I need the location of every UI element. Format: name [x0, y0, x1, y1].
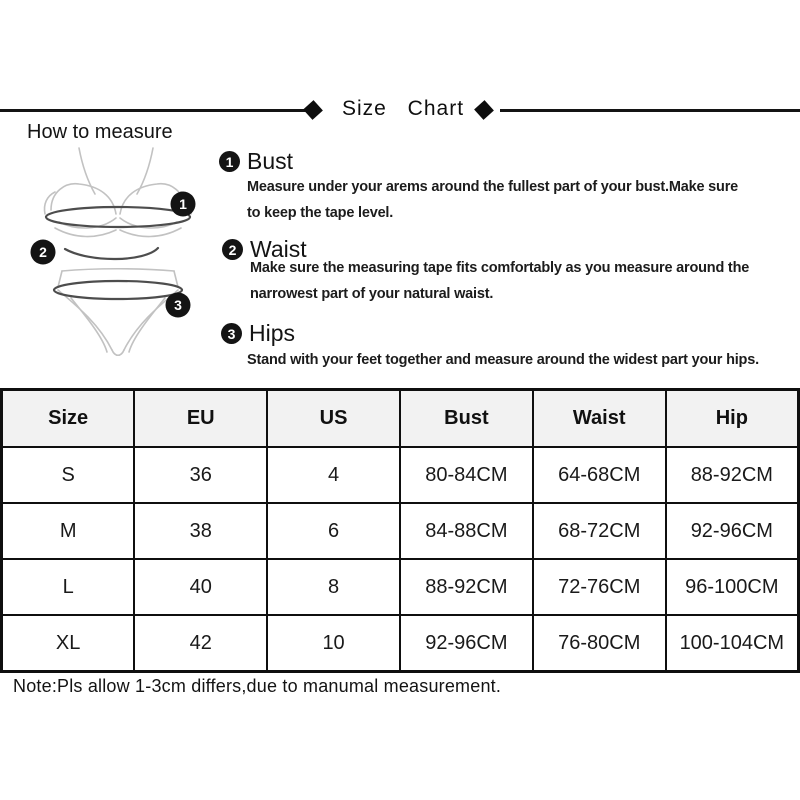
col-header-hip: Hip — [666, 390, 799, 448]
cell-waist: 68-72CM — [533, 503, 666, 559]
bust-title: Bust — [247, 148, 294, 174]
cell-us: 6 — [267, 503, 400, 559]
marker-2-label: 2 — [39, 244, 47, 260]
measuring-tape-lines — [46, 207, 190, 299]
cell-size: L — [2, 559, 135, 615]
size-table — [0, 388, 800, 673]
table-row-s — [2, 447, 799, 503]
cell-hip: 92-96CM — [666, 503, 799, 559]
cell-hip: 88-92CM — [666, 447, 799, 503]
cell-waist: 72-76CM — [533, 559, 666, 615]
bust-instruction-line: Measure under your arems around the fullest part of your bust.Make sure — [247, 179, 738, 195]
cell-us: 4 — [267, 447, 400, 503]
hips-title: Hips — [249, 320, 296, 346]
bust-number-badge: 1 — [219, 151, 240, 172]
col-header-size: Size — [2, 390, 135, 448]
bust-instructions — [247, 174, 738, 226]
decor-line-left — [0, 109, 306, 112]
section-hips-heading — [221, 320, 295, 347]
col-header-eu: EU — [134, 390, 267, 448]
measurement-diagram — [15, 138, 225, 363]
cell-hip: 100-104CM — [666, 615, 799, 672]
cell-eu: 36 — [134, 447, 267, 503]
cell-us: 8 — [267, 559, 400, 615]
page-title: Size Chart — [342, 97, 465, 120]
waist-title: Waist — [250, 236, 307, 262]
waist-instruction-line: narrowest part of your natural waist. — [250, 286, 494, 302]
cell-bust: 80-84CM — [400, 447, 533, 503]
marker-3-label: 3 — [174, 297, 182, 313]
decor-line-right — [500, 109, 800, 112]
cell-eu: 42 — [134, 615, 267, 672]
table-row-m — [2, 503, 799, 559]
how-to-measure-heading: How to measure — [27, 121, 173, 143]
cell-waist: 64-68CM — [533, 447, 666, 503]
col-header-us: US — [267, 390, 400, 448]
section-bust-heading — [219, 148, 293, 175]
table-row-l — [2, 559, 799, 615]
cell-eu: 38 — [134, 503, 267, 559]
table-row-xl — [2, 615, 799, 672]
waist-instruction-line: Make sure the measuring tape fits comfortably as you measure around the — [250, 260, 750, 276]
bust-instruction-line: to keep the tape level. — [247, 205, 394, 221]
cell-size: XL — [2, 615, 135, 672]
waist-instructions — [250, 255, 749, 307]
marker-1-label: 1 — [179, 196, 187, 212]
hips-instruction-line: Stand with your feet together and measure around the widest part your hips. — [247, 352, 759, 368]
diamond-icon-right — [474, 100, 494, 120]
cell-eu: 40 — [134, 559, 267, 615]
waist-tape-line — [65, 248, 158, 259]
cell-waist: 76-80CM — [533, 615, 666, 672]
bust-tape-line — [46, 207, 190, 227]
col-header-bust: Bust — [400, 390, 533, 448]
hip-tape-line — [54, 281, 182, 299]
measurement-note: Note:Pls allow 1-3cm differs,due to manumal measurement. — [13, 676, 502, 696]
waist-number-badge: 2 — [222, 239, 243, 260]
diamond-icon-left — [303, 100, 323, 120]
cell-bust: 88-92CM — [400, 559, 533, 615]
cell-us: 10 — [267, 615, 400, 672]
hips-number-badge: 3 — [221, 323, 242, 344]
cell-bust: 84-88CM — [400, 503, 533, 559]
cell-size: M — [2, 503, 135, 559]
size-table-header-row — [2, 390, 799, 448]
bikini-sketch — [44, 148, 191, 355]
col-header-waist: Waist — [533, 390, 666, 448]
hips-instructions — [247, 347, 759, 373]
cell-hip: 96-100CM — [666, 559, 799, 615]
cell-bust: 92-96CM — [400, 615, 533, 672]
cell-size: S — [2, 447, 135, 503]
